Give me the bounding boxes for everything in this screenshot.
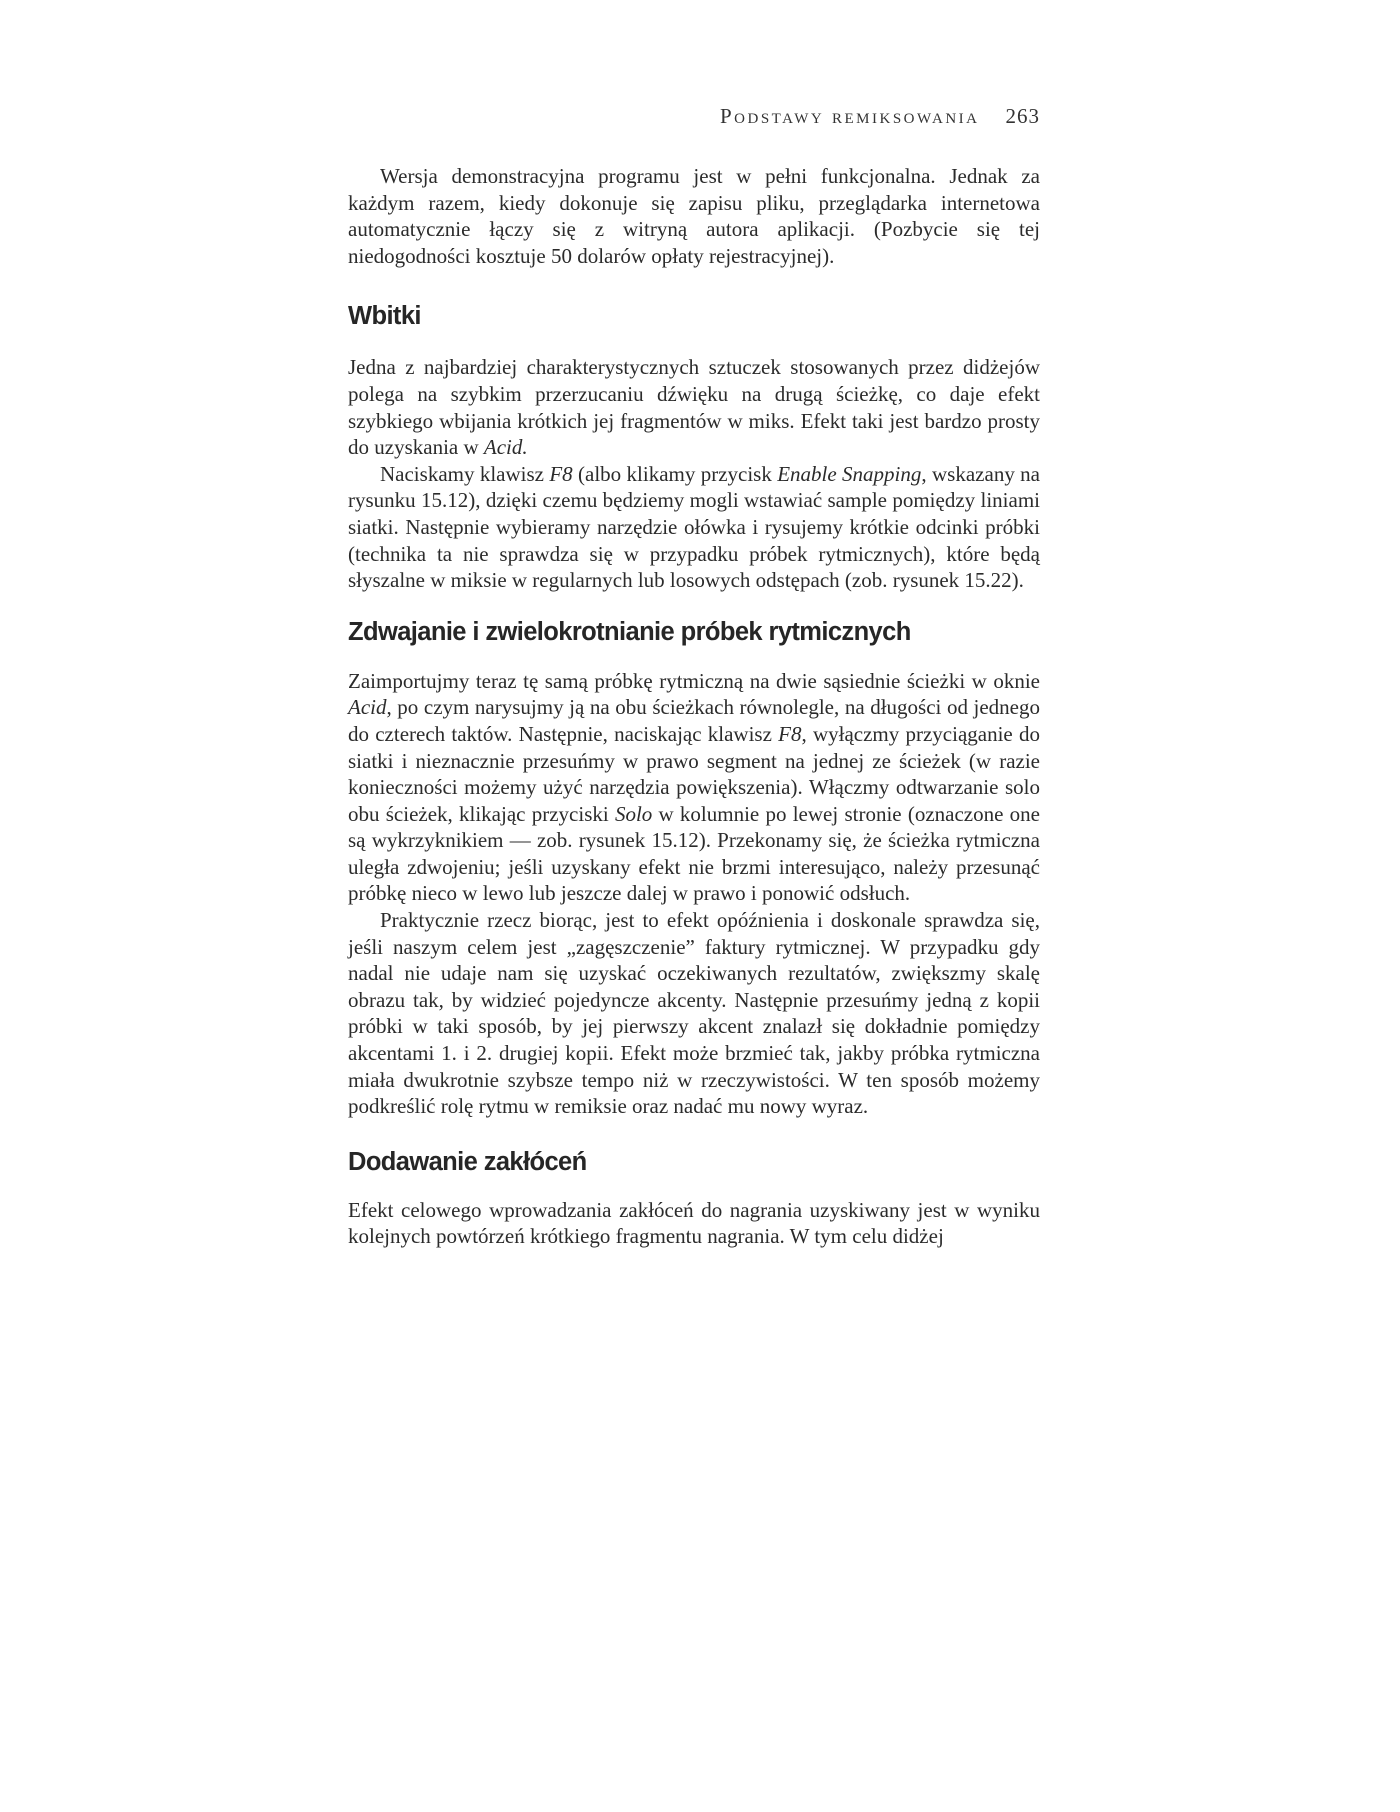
- zdwajanie-p1-d: w kolumnie po lewej stronie (oznaczone one są wykrzyknikiem — zob. rysunek 15.12). Przekonamy się, że ścieżka rytmiczna uległa zdwojeniu; jeśli uzyskany efekt nie brzmi interesująco, należy przesunąć próbkę nieco w lewo lub jeszcze dalej w prawo i ponowić odsłuch.: [348, 801, 1040, 906]
- wbitki-p2-b: (albo klikamy przycisk: [572, 461, 778, 486]
- section-heading-dodawanie: Dodawanie zakłóceń: [348, 1147, 587, 1176]
- dodawanie-paragraph-1: Efekt celowego wprowadzania zakłóceń do nagrania uzyskiwany jest w wyniku kolejnych powtórzeń krótkiego fragmentu nagrania. W tym celu didżej: [348, 1197, 1040, 1249]
- zdwajanie-p1-em3: Solo: [614, 801, 653, 826]
- page-number: 263: [1005, 104, 1040, 128]
- section-heading-wbitki: Wbitki: [348, 302, 421, 331]
- wbitki-p2-c: , wskazany na rysunku 15.12), dzięki czemu będziemy mogli wstawiać sample pomiędzy liniami siatki. Następnie wybieramy narzędzie ołówka i rysujemy krótkie odcinki próbki (technika ta nie sprawdza się w przypadku próbek rytmicznych), które będą słyszalne w miksie w regularnych lub losowych odstępach (zob. rysunek 15.22).: [348, 461, 1040, 593]
- running-header-title: Podstawy remiksowania: [719, 104, 980, 128]
- zdwajanie-paragraph-2: Praktycznie rzecz biorąc, jest to efekt opóźnienia i doskonale sprawdza się, jeśli naszym celem jest „zagęszczenie” faktury rytmicznej. W przypadku gdy nadal nie udaje nam się uzyskać oczekiwanych rezultatów, zwiększmy skalę obrazu tak, by widzieć pojedyncze akcenty. Następnie przesuńmy jedną z kopii próbki w taki sposób, by jej pierwszy akcent znalazł się dokładnie pomiędzy akcentami 1. i 2. drugiej kopii. Efekt może brzmieć tak, jakby próbka rytmiczna miała dwukrotnie szybsze tempo niż w rzeczywistości. W ten sposób możemy podkreślić rolę rytmu w remiksie oraz nadać mu nowy wyraz.: [348, 908, 1040, 1119]
- zdwajanie-p1-b: , po czym narysujmy ją na obu ścieżkach równolegle, na długości od jednego do czterech taktów. Następnie, naciskając klawisz: [348, 695, 1040, 746]
- wbitki-p1-em: Acid.: [483, 435, 528, 460]
- wbitki-paragraph-1: [348, 354, 1040, 460]
- wbitki-p2-em1: F8: [549, 461, 573, 486]
- zdwajanie-p1-a: Zaimportujmy teraz tę samą próbkę rytmiczną na dwie sąsiednie ścieżki w oknie: [348, 668, 1040, 693]
- zdwajanie-p1-em1: Acid: [348, 695, 387, 720]
- zdwajanie-p1-c: , wyłączmy przyciąganie do siatki i nieznacznie przesuńmy w prawo segment na jednej ze ścieżek (w razie konieczności możemy użyć narzędzia powiększenia). Włączmy odtwarzanie solo obu ścieżek, klikając przyciski: [348, 721, 1040, 826]
- running-header: [348, 104, 1040, 129]
- wbitki-p1-text: Jedna z najbardziej charakterystycznych sztuczek stosowanych przez didżejów polega na szybkim przerzucaniu dźwięku na drugą ścieżkę, co daje efekt szybkiego wbijania krótkich jej fragmentów w miks. Efekt taki jest bardzo prosty do uzyskania w: [348, 355, 1040, 460]
- wbitki-p2-em2: Enable Snapping: [777, 461, 922, 486]
- wbitki-p2-a: Naciskamy klawisz: [380, 461, 550, 486]
- wbitki-paragraph-2: [348, 461, 1040, 594]
- zdwajanie-p1-em2: F8: [778, 721, 802, 746]
- intro-paragraph: Wersja demonstracyjna programu jest w pełni funkcjonalna. Jednak za każdym razem, kiedy dokonuje się zapisu pliku, przeglądarka internetowa automatycznie łączy się z witryną autora aplikacji. (Pozbycie się tej niedogodności kosztuje 50 dolarów opłaty rejestracyjnej).: [348, 164, 1040, 268]
- text-column: [348, 163, 1040, 1250]
- section-heading-zdwajanie: Zdwajanie i zwielokrotnianie próbek rytmicznych: [348, 617, 911, 646]
- zdwajanie-paragraph-1: [348, 668, 1040, 907]
